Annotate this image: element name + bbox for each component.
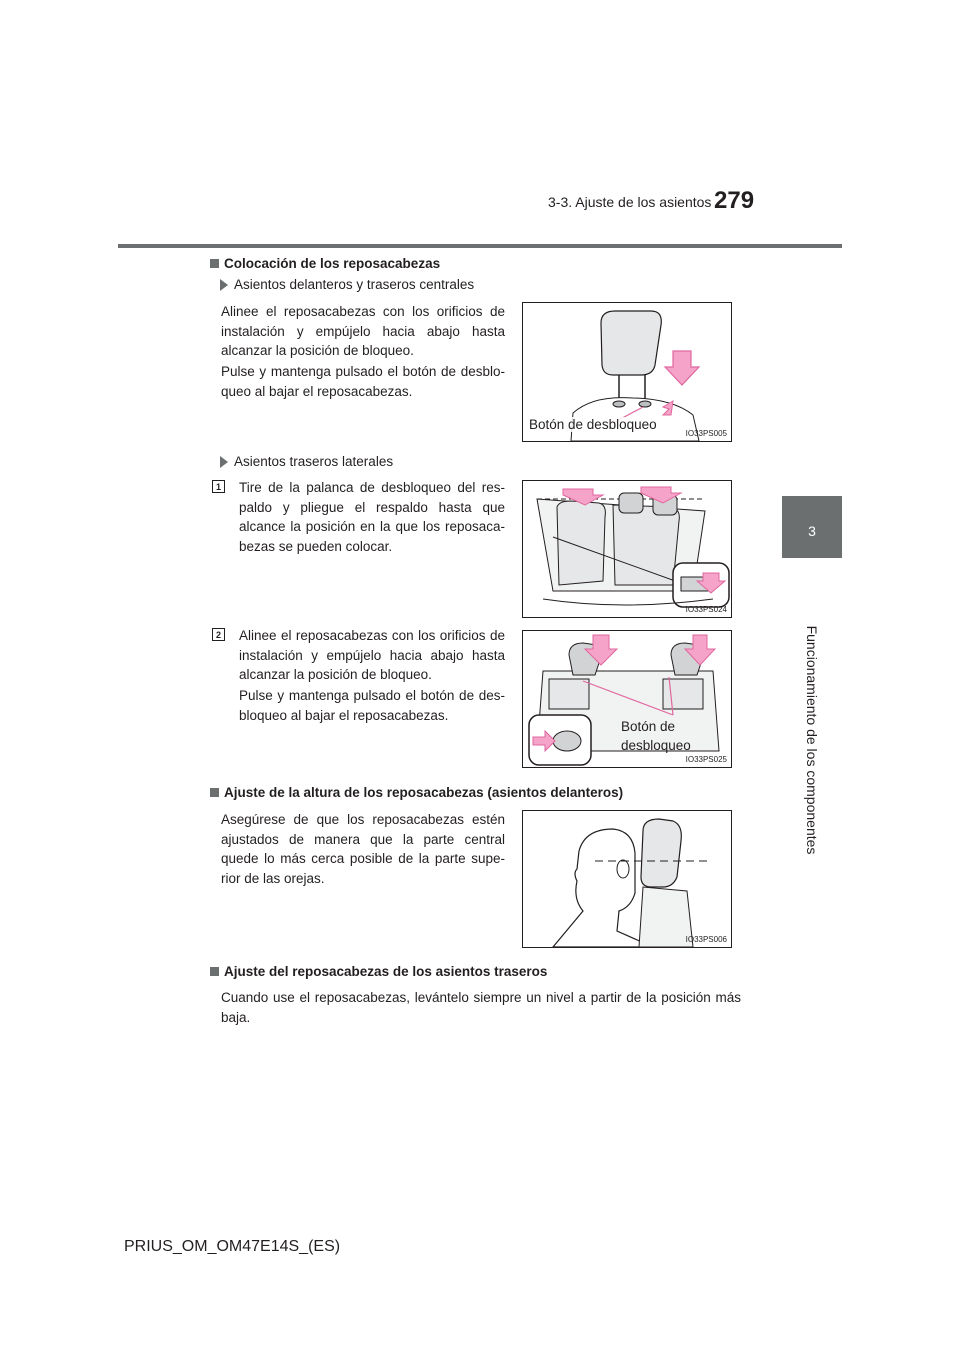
- step-number-2: 2: [212, 628, 225, 641]
- chapter-number: 3: [808, 523, 816, 539]
- paragraph: Alinee el reposacabezas con los orificios de instalación y empújelo hacia abajo hasta alcanzar la posición de bloqueo.: [239, 628, 505, 682]
- subheading-label: Asientos delanteros y traseros centrales: [234, 277, 475, 292]
- section-heading-rear: [210, 964, 547, 979]
- figure-label: [621, 717, 691, 755]
- figure-rear-seat-fold: [522, 480, 732, 618]
- paragraph: Pulse y mantenga pulsado el botón de desbloqueo al bajar el reposacabezas.: [221, 364, 505, 399]
- rear-seat-illustration: [523, 481, 731, 617]
- square-bullet-icon: [210, 259, 219, 268]
- paragraph: Tire de la palanca de desbloqueo del respaldo y pliegue el respaldo hasta que alcance la posición en la que los reposacabezas se pueden colocar.: [239, 480, 505, 554]
- subheading-front-center: [220, 277, 474, 292]
- section-heading-height: [210, 785, 623, 800]
- figure-headrest-front: [522, 302, 732, 442]
- figure-code: IO33PS025: [685, 755, 727, 764]
- figure-code: IO33PS006: [685, 935, 727, 944]
- figure-code: IO33PS024: [685, 605, 727, 614]
- triangle-bullet-icon: [220, 279, 228, 291]
- header-section-title: 3-3. Ajuste de los asientos: [548, 194, 712, 210]
- paragraph: Asegúrese de que los reposacabezas estén ajustados de manera que la parte central quede lo más cerca posible de la parte superior de las orejas.: [221, 812, 505, 886]
- step-number-1: 1: [212, 480, 225, 493]
- subheading-label: Asientos traseros laterales: [234, 454, 394, 469]
- head-profile-illustration: [523, 811, 731, 947]
- figure-label-line: Botón de: [621, 719, 676, 734]
- section-heading-placement: [210, 256, 440, 271]
- section-title: Ajuste de la altura de los reposacabezas (asientos delanteros): [224, 785, 624, 800]
- page-number: 279: [714, 187, 755, 214]
- paragraph: Pulse y mantenga pulsado el botón de desbloqueo al bajar el reposacabezas.: [239, 688, 505, 723]
- square-bullet-icon: [210, 967, 219, 976]
- paragraph: Cuando use el reposacabezas, levántelo siempre un nivel a partir de la posición más baja.: [221, 990, 741, 1025]
- figure-rear-headrest-install: [522, 630, 732, 768]
- document-id: PRIUS_OM_OM47E14S_(ES): [124, 1238, 341, 1255]
- figure-label-line: desbloqueo: [621, 738, 691, 753]
- section-title: Colocación de los reposacabezas: [224, 256, 441, 271]
- header-divider: [118, 244, 842, 248]
- square-bullet-icon: [210, 788, 219, 797]
- subheading-rear-side: [220, 454, 393, 469]
- section-title: Ajuste del reposacabezas de los asientos traseros: [224, 964, 548, 979]
- figure-headrest-height: [522, 810, 732, 948]
- chapter-title: Funcionamiento de los componentes: [804, 625, 820, 855]
- figure-label: Botón de desbloqueo: [529, 417, 657, 432]
- figure-code: IO33PS005: [685, 429, 727, 438]
- paragraph: Alinee el reposacabezas con los orificios de instalación y empújelo hacia abajo hasta alcanzar la posición de bloqueo.: [221, 304, 505, 358]
- triangle-bullet-icon: [220, 456, 228, 468]
